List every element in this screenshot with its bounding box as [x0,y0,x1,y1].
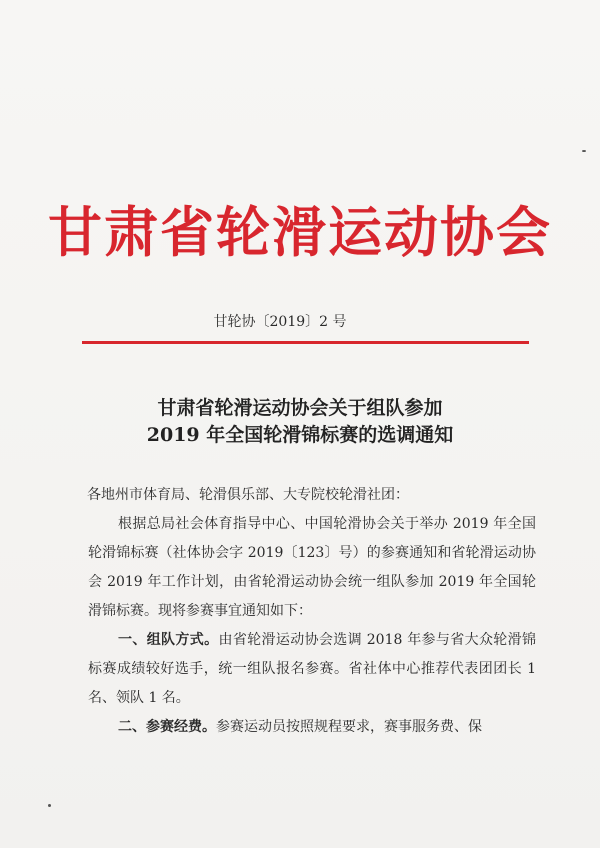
organization-title: 甘肃省轮滑运动协会 [48,200,552,264]
section-2-heading: 二、参赛经费。 [118,719,216,735]
scan-speck [582,150,586,152]
document-number: 甘轮协〔2019〕2 号 [213,314,347,330]
red-divider [82,341,529,344]
intro-paragraph: 根据总局社会体育指导中心、中国轮滑协会关于举办 2019 年全国轮滑锦标赛（社体协会字 2019〔123〕号）的参赛通知和省轮滑运动协会 2019 年工作计划，由省轮滑运动协会统一组队参加 2019 年全国轮滑锦标赛。现将参赛事宜通知如下： [88,516,536,619]
section-1-text: 由省轮滑运动协会选调 2018 年参与省大众轮滑锦标赛成绩较好选手，统一组队报名参赛。省社体中心推荐代表团团长 1 名、领队 1 名。 [88,632,537,706]
section-1-heading: 一、组队方式。 [118,632,219,648]
section-2-text: 参赛运动员按照规程要求，赛事服务费、保 [216,719,482,735]
section-1-paragraph [88,626,536,713]
notice-title-line-2: 2019 年全国轮滑锦标赛的选调通知 [146,424,454,446]
notice-title [0,395,600,449]
notice-title-line-1: 甘肃省轮滑运动协会关于组队参加 [157,397,443,419]
salutation: 各地州市体育局、轮滑俱乐部、大专院校轮滑社团： [87,487,409,503]
notice-body [88,481,536,742]
section-2-paragraph [88,713,536,742]
scan-speck [48,804,51,807]
